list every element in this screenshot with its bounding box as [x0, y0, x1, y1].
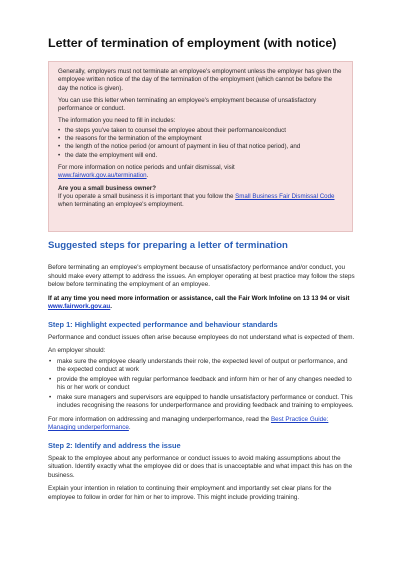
list-item: • the length of the notice period (or amount of payment in lieu of that notice period), and	[58, 143, 343, 151]
list-item: • make sure the employee clearly understands their role, the expected level of output or performance, and the expected conduct at work	[48, 358, 356, 375]
step1-more-info	[48, 416, 356, 433]
info-box	[48, 61, 353, 232]
small-business-suffix: when terminating an employee's employment.	[58, 201, 184, 209]
list-item: • the steps you've taken to counsel the employee about their performance/conduct	[58, 127, 343, 135]
infoline-text: If at any time you need more information or assistance, call the Fair Work Infoline on 13 13 94 or visit	[48, 294, 350, 302]
small-business-text: If you operate a small business it is important that you follow the	[58, 192, 236, 200]
list-item: • make sure managers and supervisors are equipped to handle unsatisfactory performance or conduct. This includes recognising the reasons for underperformance and providing feedback and training to employees.	[48, 394, 356, 411]
infoline-suffix: .	[110, 303, 113, 310]
step1-more-suffix: .	[128, 424, 131, 431]
list-item: • provide the employee with regular performance feedback and inform him or her of any changes needed to his or her work or conduct	[48, 376, 356, 393]
small-business-code-link[interactable]: Small Business Fair Dismissal Code	[235, 192, 335, 200]
main-content	[48, 240, 356, 507]
small-business-heading: Are you a small business owner?	[58, 184, 156, 192]
fairwork-termination-link[interactable]: www.fairwork.gov.au/termination	[58, 172, 147, 180]
step1-list	[48, 358, 356, 411]
step1-employer-should: An employer should:	[48, 347, 106, 354]
list-item: • the reasons for the termination of the employment	[58, 135, 343, 143]
step2-heading: Step 2: Identify and address the issue	[48, 440, 181, 450]
step1-more-text: For more information on addressing and managing underperformance, read the	[48, 415, 271, 423]
box-paragraph-info-intro: The information you need to fill in includes:	[58, 117, 176, 125]
more-info-suffix: .	[146, 172, 149, 180]
step1-heading: Step 1: Highlight expected performance and behaviour standards	[48, 319, 278, 329]
small-business-paragraph	[58, 193, 343, 210]
intro-paragraph: Before terminating an employee's employment because of unsatisfactory performance and/or conduct, you should make every attempt to address the issues. An employer operating at best practice may follow the steps below before terminating the employment of an employee.	[48, 264, 355, 288]
fairwork-link[interactable]: www.fairwork.gov.au	[48, 303, 111, 310]
step1-paragraph: Performance and conduct issues often arise because employees do not understand what is expected of them.	[48, 333, 355, 341]
step2-paragraph-1: Speak to the employee about any performance or conduct issues to avoid making assumptions about the situation. Identify exactly what the employee did or does that is unacceptable and what impact this has on the business.	[48, 454, 353, 479]
box-paragraph-notice: Generally, employers must not terminate an employee's employment unless the employer has given the employee written notice of the day of the termination of the employment (which cannot be before the day the notice is given).	[58, 68, 342, 92]
box-paragraph-more-info	[58, 164, 343, 181]
infoline-paragraph	[48, 295, 356, 312]
suggested-steps-heading: Suggested steps for preparing a letter of termination	[48, 240, 288, 251]
box-info-list	[58, 127, 343, 160]
document-title: Letter of termination of employment (with notice)	[48, 36, 337, 50]
list-item: • the date the employment will end.	[58, 152, 343, 160]
more-info-text: For more information on notice periods and unfair dismissal, visit	[58, 163, 235, 171]
best-practice-guide-link[interactable]: Best Practice Guide: Managing underperformance	[48, 415, 329, 431]
box-paragraph-usage: You can use this letter when terminating an employee's employment because of unsatisfactory performance or conduct.	[58, 96, 317, 113]
step2-paragraph-2: Explain your intention in relation to continuing their employment and importantly set clear plans for the employee to follow in order for him or her to improve. This might include providing training.	[48, 485, 332, 501]
